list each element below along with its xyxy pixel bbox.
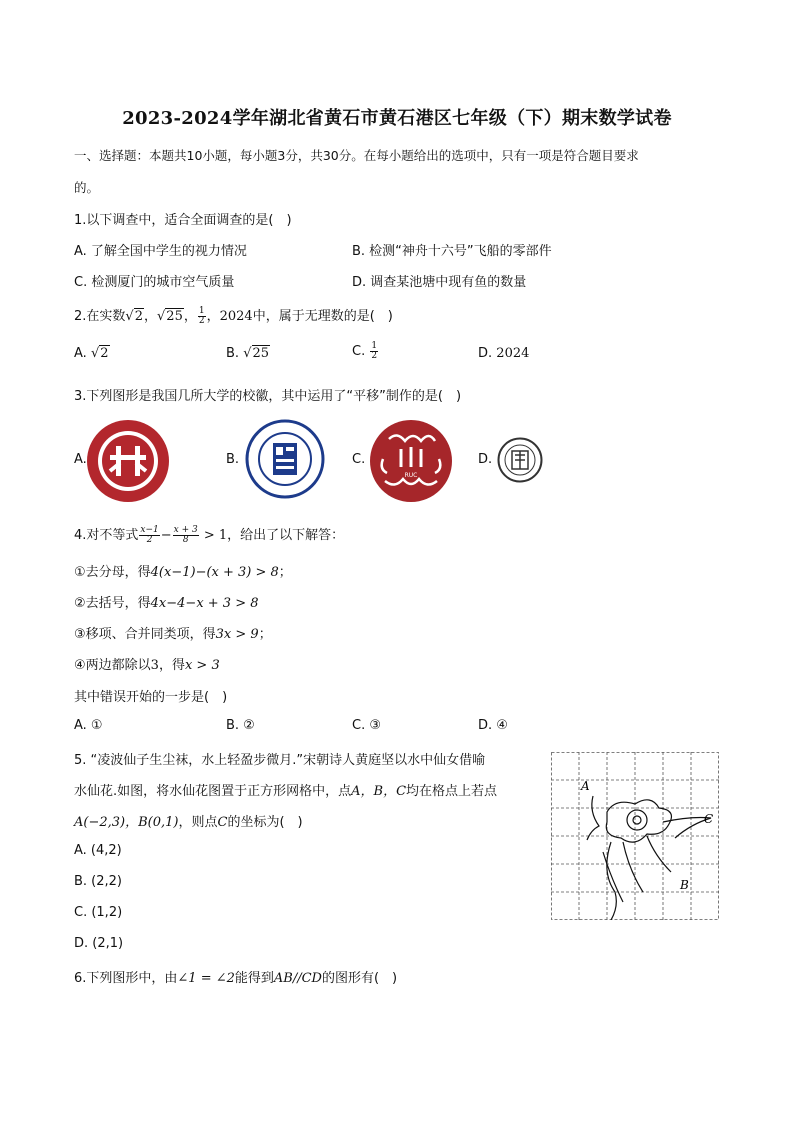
page-title: 2023-2024学年湖北省黄石市黄石港区七年级（下）期末数学试卷 xyxy=(122,108,672,129)
q1-option-a: A. 了解全国中学生的视力情况 xyxy=(74,244,247,259)
narcissus-drawing xyxy=(587,796,714,920)
q4-step-3: ③移项、合并同类项，得3x > 9； xyxy=(74,627,272,642)
q4-step-1: ①去分母，得4(x−1)−(x + 3) > 8； xyxy=(74,565,292,580)
q2-option-b: B. √25 xyxy=(226,346,270,361)
q5-line2: 水仙花.如图，将水仙花图置于正方形网格中，点A，B，C均在格点上若点 xyxy=(74,784,498,799)
point-b-label: B xyxy=(680,878,689,892)
point-c-label: C xyxy=(704,812,714,826)
q4-option-a: A. ① xyxy=(74,718,103,733)
q4-step-2: ②去括号，得4x−4−x + 3 > 8 xyxy=(74,596,259,611)
q5-option-c: C. (1,2) xyxy=(74,905,123,920)
q4-option-d: D. ④ xyxy=(478,718,508,733)
section-instructions-line1: 一、选择题：本题共10小题，每小题3分，共30分。在每小题给出的选项中，只有一项是符合题目要求 xyxy=(74,148,639,163)
q2-suffix: 中，属于无理数的是( ) xyxy=(252,309,393,324)
q2-stem: 2.在实数√2，√25， $\frac{1}{2}$ ，2024中，属于无理数的是( ) xyxy=(74,306,393,326)
q2-number: 2024 xyxy=(219,309,253,324)
q4-step-4: ④两边都除以3，得x > 3 xyxy=(74,658,220,673)
q2-option-d: D. 2024 xyxy=(478,346,530,361)
q2-option-c: C. $\frac{1}{2}$ xyxy=(352,341,378,361)
q2-prefix: 2.在实数 xyxy=(74,309,126,324)
q1-option-c: C. 检测厦门的城市空气质量 xyxy=(74,275,235,290)
renmin-university-logo xyxy=(369,419,453,503)
q5-line1: 5. “凌波仙子生尘袜，水上轻盈步微月.”宋朝诗人黄庭坚以水中仙女借喻 xyxy=(74,753,486,768)
svg-text:RUC: RUC xyxy=(404,472,418,479)
q1-stem: 1.以下调查中，适合全面调查的是( ) xyxy=(74,213,292,228)
q5-line3: A(−2,3)，B(0,1)，则点C的坐标为( ) xyxy=(74,815,303,830)
q1-option-b: B. 检测“神舟十六号”飞船的零部件 xyxy=(352,244,552,259)
peking-university-logo xyxy=(86,419,170,503)
q3-option-c: C. xyxy=(352,452,366,467)
narcissus-grid-figure xyxy=(551,752,719,920)
q2-sqrt-2: √2 xyxy=(125,309,143,324)
q4-option-b: B. ② xyxy=(226,718,255,733)
q3-option-d: D. xyxy=(478,452,493,467)
q4-stem: 4.对不等式 $\frac{x-1}{2}$ − $\frac{x + 3}{8}$ > 1，给出了以下解答： xyxy=(74,525,345,545)
q2-sqrt-25: √25 xyxy=(157,309,183,324)
q5-option-a: A. (4,2) xyxy=(74,843,122,858)
nankai-university-logo xyxy=(497,437,543,483)
q5-option-d: D. (2,1) xyxy=(74,936,124,951)
section-instructions-line2: 的。 xyxy=(74,180,100,195)
q2-fraction: $\frac{1}{2}$ xyxy=(198,306,205,326)
q6-stem: 6.下列图形中，由∠1 = ∠2能得到AB//CD的图形有( ) xyxy=(74,971,398,986)
point-a-label: A xyxy=(581,779,590,793)
q3-stem: 3.下列图形是我国几所大学的校徽，其中运用了“平移”制作的是( ) xyxy=(74,389,462,404)
q5-option-b: B. (2,2) xyxy=(74,874,123,889)
q4-question: 其中错误开始的一步是( ) xyxy=(74,690,228,705)
fudan-university-logo xyxy=(245,419,325,499)
q4-option-c: C. ③ xyxy=(352,718,381,733)
q2-option-a: A. √2 xyxy=(74,346,109,361)
q3-option-b: B. xyxy=(226,452,240,467)
q1-option-d: D. 调查某池塘中现有鱼的数量 xyxy=(352,275,527,290)
q3-option-a: A. xyxy=(74,452,87,467)
